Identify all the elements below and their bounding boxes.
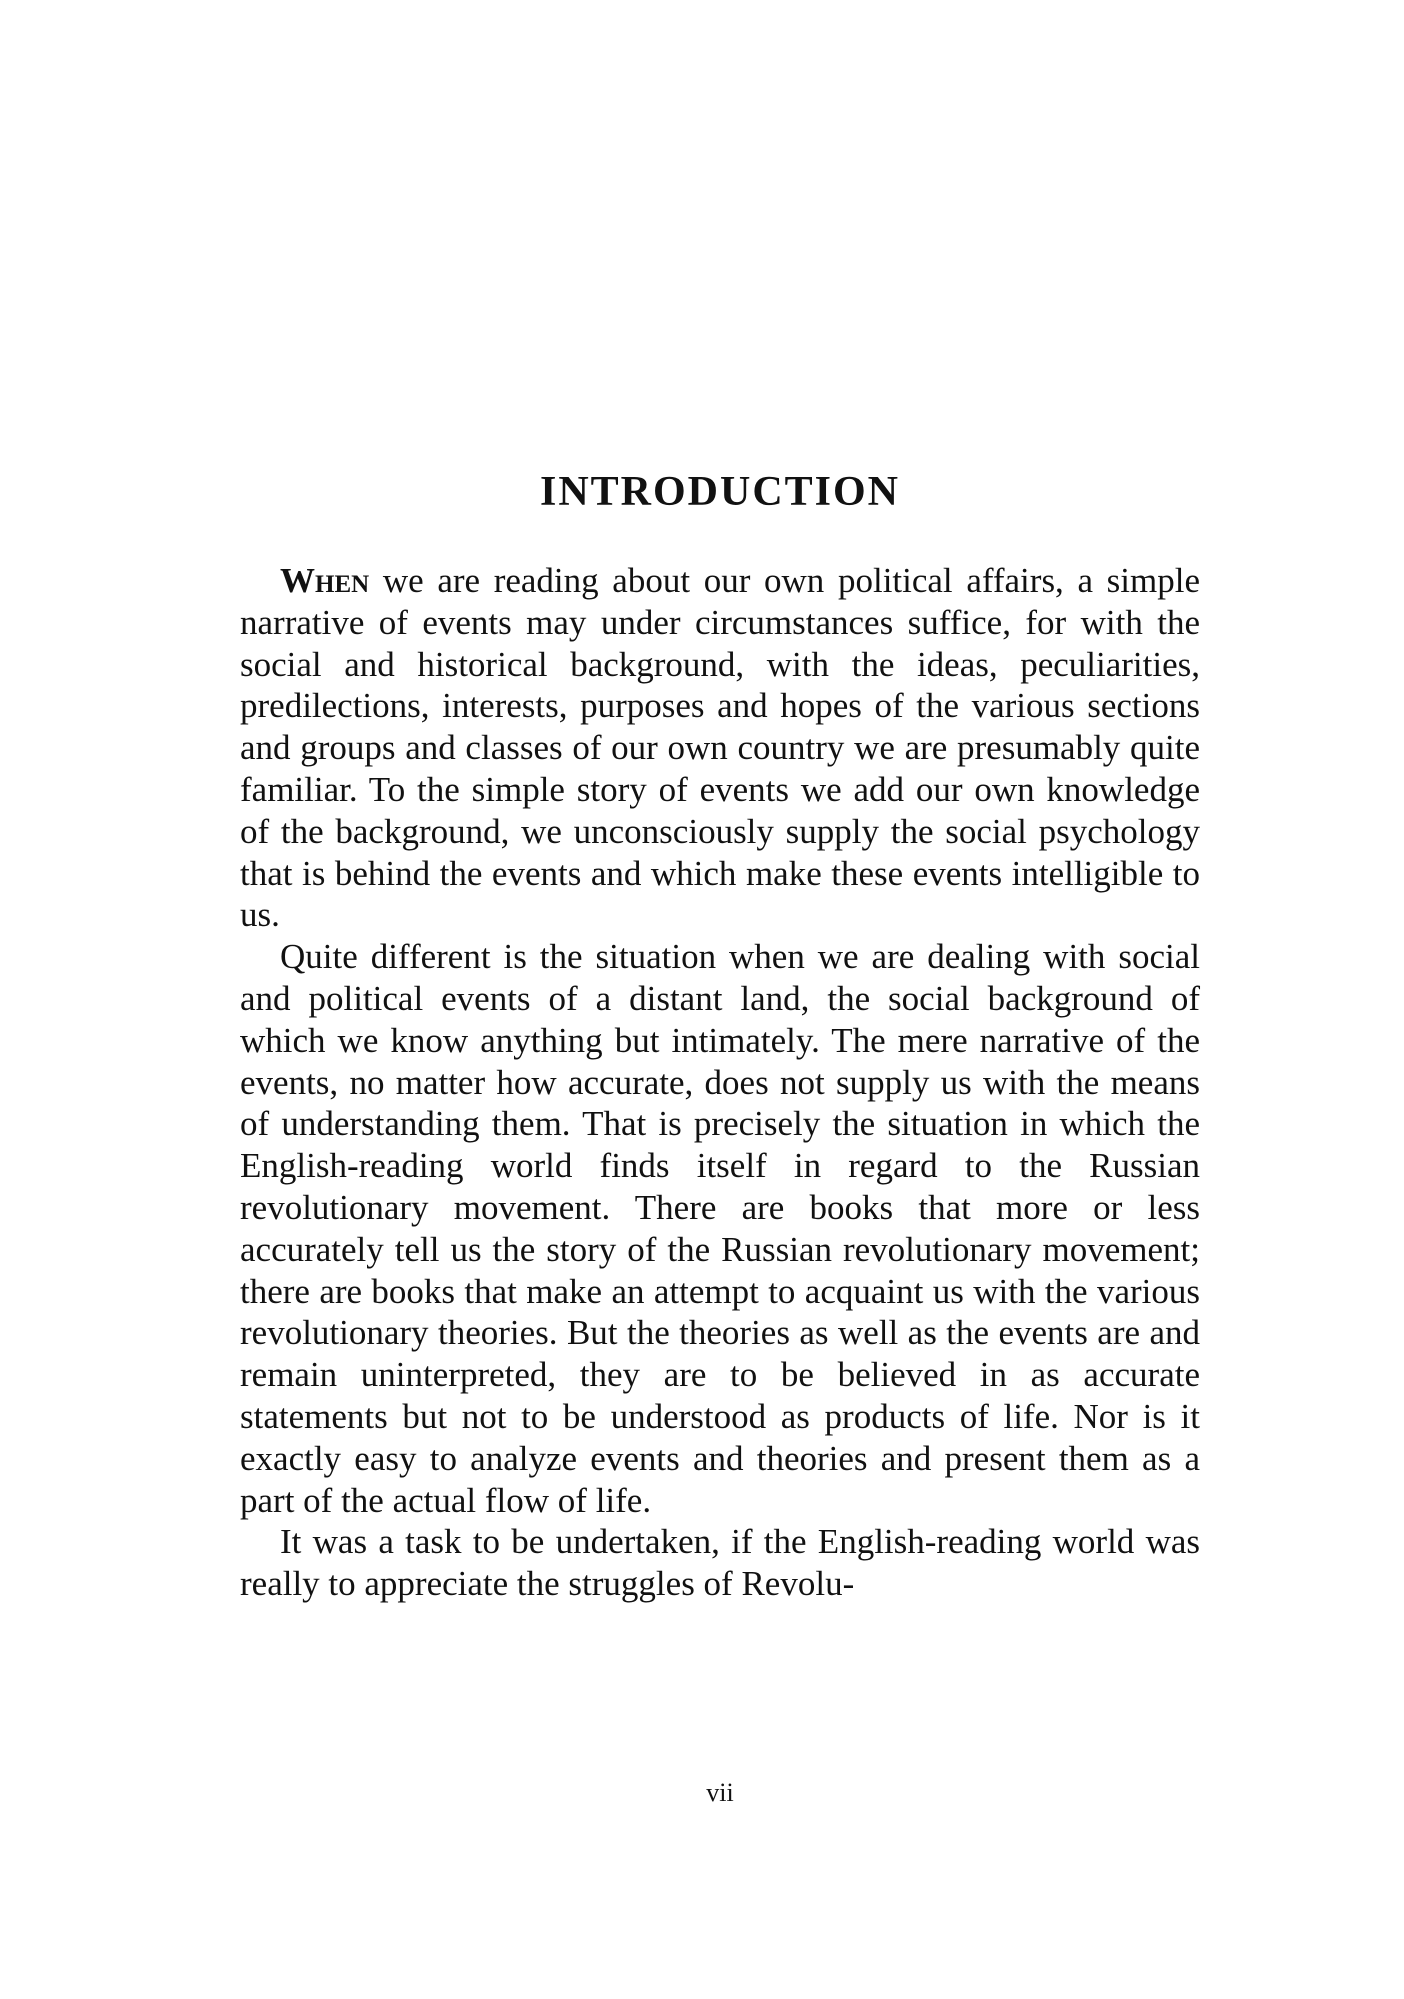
paragraph-lead-word: When [280, 561, 370, 600]
paragraph-text: we are reading about our own political affairs, a simple narrative of events may under circumstances suffice, for with the social and historical background, with the ideas, peculiarities, predilections, interests, purposes and hopes of the various sections and groups and classes of our own country we are presumably quite familiar. To the simple story of events we add our own knowledge of the background, we unconsciously supply the social psychology that is behind the events and which make these events intelligible to us. [240, 561, 1200, 935]
body-text [240, 560, 1200, 1605]
paragraph-3 [240, 1521, 1200, 1605]
paragraph-text: It was a task to be undertaken, if the English-reading world was really to appreciate the struggles of Revolu- [240, 1522, 1200, 1604]
paragraph-text: Quite different is the situation when we are dealing with social and political events of a distant land, the social background of which we know anything but intimately. The mere narrative of the events, no matter how accurate, does not supply us with the means of understanding them. That is precisely the situation in which the English-reading world finds itself in regard to the Russian revolutionary movement. There are books that more or less accurately tell us the story of the Russian revolutionary movement; there are books that make an attempt to acquaint us with the various revolutionary theories. But the theories as well as the events are and remain uninterpreted, they are to be believed in as accurate statements but not to be understood as products of life. Nor is it exactly easy to analyze events and theories and present them as a part of the actual flow of life. [240, 937, 1200, 1520]
page-title: INTRODUCTION [539, 469, 901, 515]
paragraph-1 [240, 560, 1200, 936]
paragraph-2 [240, 936, 1200, 1521]
page-number: vii [706, 1778, 734, 1807]
